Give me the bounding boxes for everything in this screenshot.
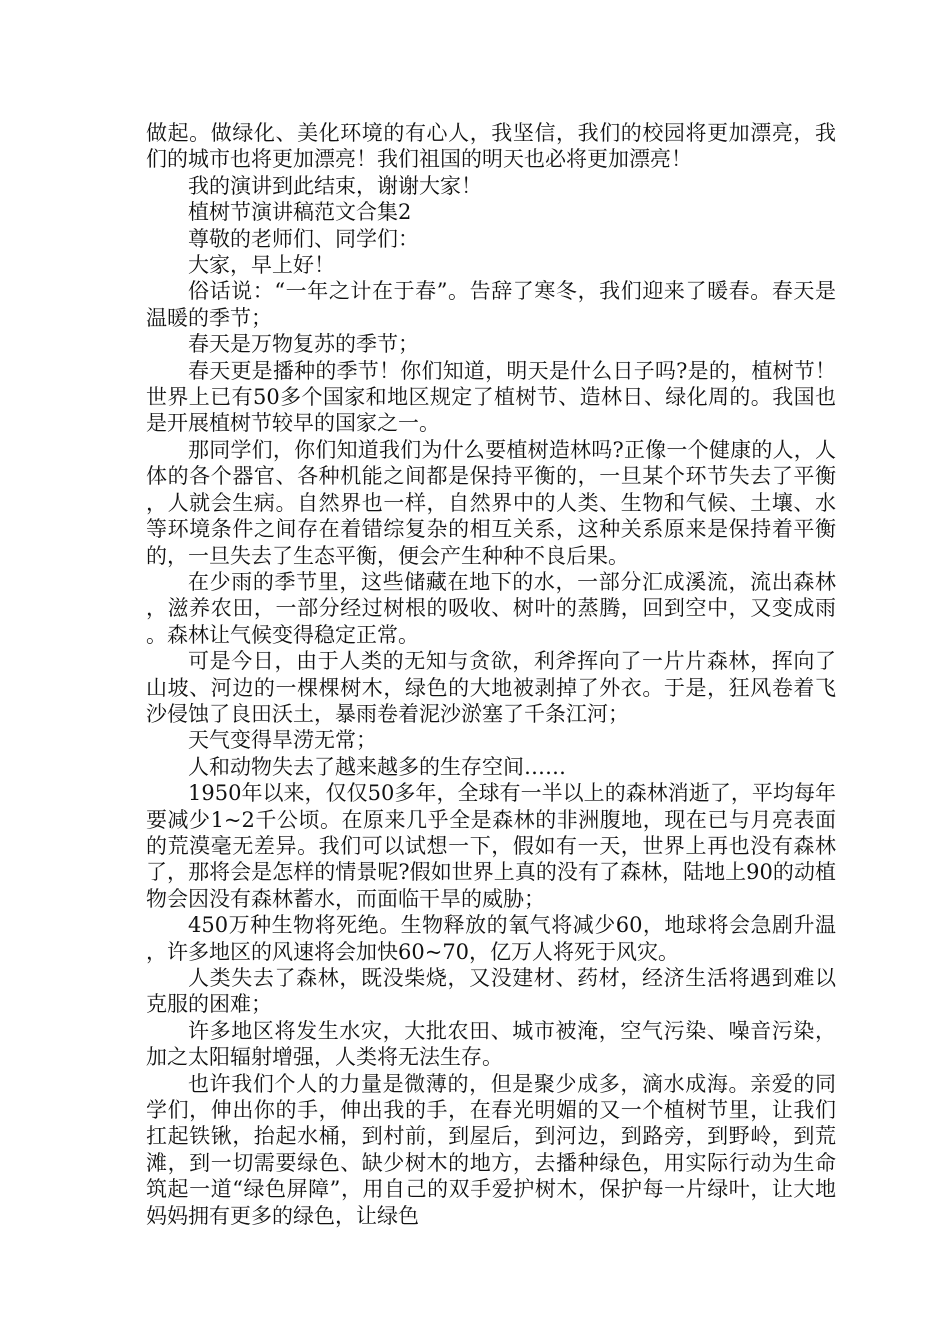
paragraph: 春天是万物复苏的季节；	[188, 332, 419, 357]
paragraph: 那同学们，你们知道我们为什么要植树造林吗?正像一个健康的人，人体的各个器官、各种机能之间都是保持平衡的，一旦某个环节失去了平衡，人就会生病。自然界也一样，自然界中的人类、生物和气候、土壤、水等环境条件之间存在着错综复杂的相互关系，这种关系原来是保持着平衡的，一旦失去了生态平衡，便会产生种种不良后果。	[146, 437, 836, 568]
paragraph: 人和动物失去了越来越多的生存空间……	[188, 754, 566, 779]
paragraph: 可是今日，由于人类的无知与贪欲，利斧挥向了一片片森林，挥向了山坡、河边的一棵棵树木，绿色的大地被剥掉了外衣。于是，狂风卷着飞沙侵蚀了良田沃土，暴雨卷着泥沙淤塞了千条江河；	[146, 649, 836, 726]
paragraph: 春天更是播种的季节！你们知道，明天是什么日子吗?是的，植树节！世界上已有50多个国家和地区规定了植树节、造林日、绿化周的。我国也是开展植树节较早的国家之一。	[146, 358, 836, 436]
paragraph: 在少雨的季节里，这些储藏在地下的水，一部分汇成溪流，流出森林，滋养农田，一部分经过树根的吸收、树叶的蒸腾，回到空中，又变成雨。森林让气候变得稳定正常。	[146, 569, 836, 647]
paragraph: 1950年以来，仅仅50多年，全球有一半以上的森林消逝了，平均每年要减少1~2千公顷。在原来几乎全是森林的非洲腹地，现在已与月亮表面的荒漠毫无差异。我们可以试想一下，假如有一天，世界上再也没有森林了，那将会是怎样的情景呢?假如世界上真的没有了森林，陆地上90的动植物会因没有森林蓄水，而面临干旱的威胁；	[146, 781, 836, 911]
paragraph: 许多地区将发生水灾，大批农田、城市被淹，空气污染、噪音污染，加之太阳辐射增强，人类将无法生存。	[146, 1018, 836, 1070]
paragraph: 俗话说：“一年之计在于春”。告辞了寒冬，我们迎来了暖春。春天是温暖的季节；	[146, 279, 836, 330]
paragraph: 也许我们个人的力量是微薄的，但是聚少成多，滴水成海。亲爱的同学们，伸出你的手，伸出我的手，在春光明媚的又一个植树节里，让我们扛起铁锹，抬起水桶，到村前，到屋后，到河边，到路旁，到野岭，到荒滩，到一切需要绿色、缺少树木的地方，去播种绿色，用实际行动为生命筑起一道“绿色屏障”，用自己的双手爱护树木，保护每一片绿叶，让大地妈妈拥有更多的绿色，让绿色	[146, 1071, 836, 1228]
document-page	[146, 120, 836, 1229]
paragraph: 做起。做绿化、美化环境的有心人，我坚信，我们的校园将更加漂亮，我们的城市也将更加漂亮！我们祖国的明天也必将更加漂亮！	[146, 121, 836, 172]
paragraph: 我的演讲到此结束，谢谢大家！	[188, 173, 482, 198]
paragraph: 人类失去了森林，既没柴烧，又没建材、药材，经济生活将遇到难以克服的困难；	[146, 966, 836, 1017]
paragraph: 天气变得旱涝无常；	[188, 728, 377, 753]
salutation: 尊敬的老师们、同学们：	[188, 226, 419, 251]
greeting: 大家，早上好！	[188, 253, 335, 278]
paragraph: 450万种生物将死绝。生物释放的氧气将减少60，地球将会急剧升温，许多地区的风速将会加快60~70，亿万人将死于风灾。	[146, 913, 836, 964]
section-heading: 植树节演讲稿范文合集2	[188, 200, 412, 225]
